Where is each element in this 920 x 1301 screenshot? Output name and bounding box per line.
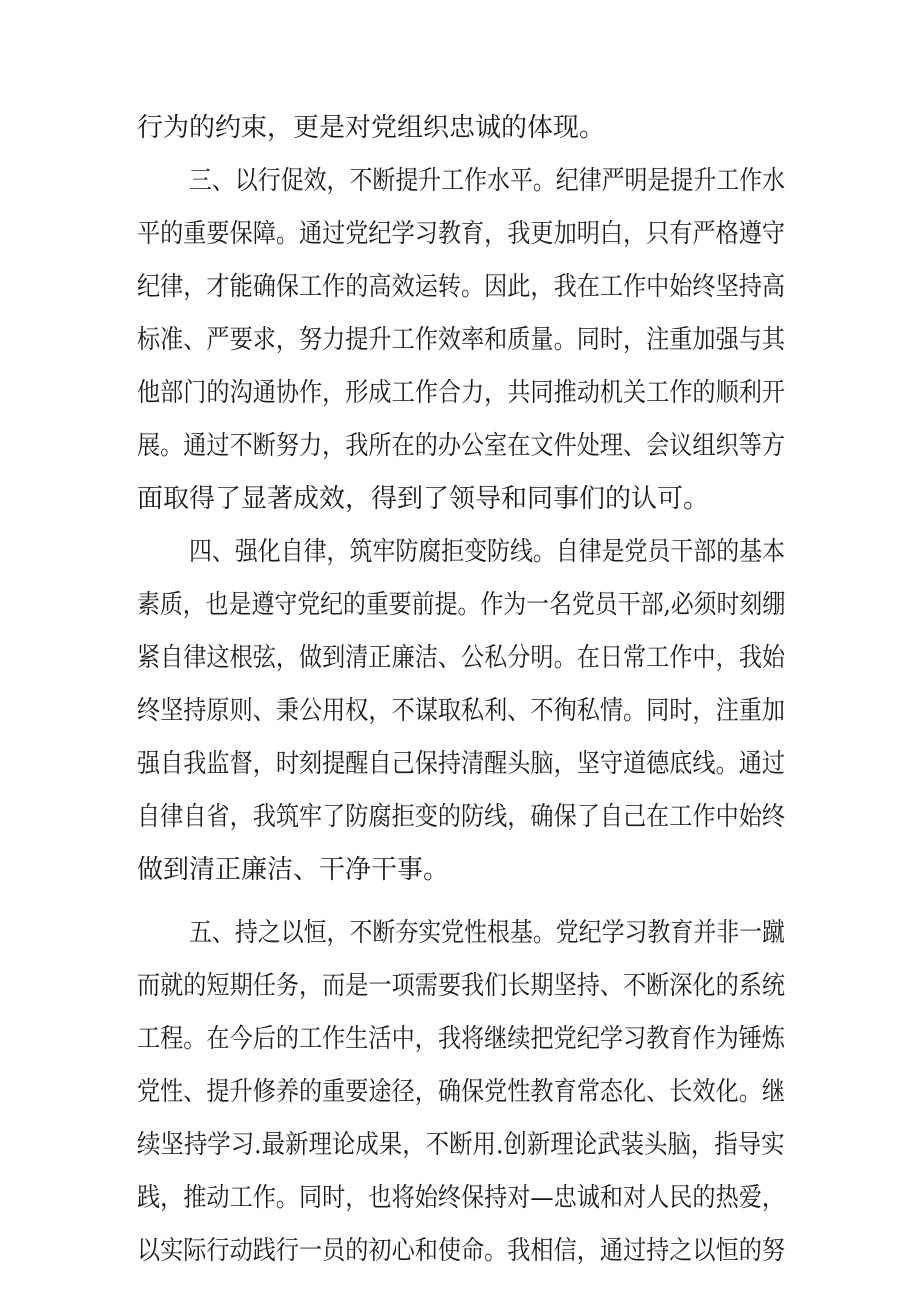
line-text: 标准、严要求，努力提升工作效率和质量。同时，注重加强与其 (137, 325, 786, 355)
line-text: 素质，也是遵守党纪的重要前提。作为一名党员干部,必须时刻绷 (137, 590, 786, 620)
text-line (0, 369, 920, 417)
text-line (0, 1068, 920, 1116)
line-text: 做到清正廉洁、干净干事。 (137, 855, 450, 885)
line-text: 强自我监督，时刻提醒自己保持清醒头脑，坚守道德底线。通过 (137, 749, 786, 779)
text-line (0, 210, 920, 258)
text-line (0, 1227, 920, 1275)
text-line (0, 846, 920, 894)
line-text: 展。通过不断努力，我所在的办公室在文件处理、会议组织等方 (137, 431, 786, 461)
line-text: 工程。在今后的工作生活中，我将继续把党纪学习教育作为锤炼 (137, 1024, 786, 1054)
text-line (0, 634, 920, 682)
text-line (0, 793, 920, 841)
text-line (0, 316, 920, 364)
line-text: 紧自律这根弦，做到清正廉洁、公私分明。在日常工作中，我始 (137, 643, 786, 673)
line-text: 三、以行促效，不断提升工作水平。纪律严明是提升工作水 (189, 166, 786, 196)
line-text: 终坚持原则、秉公用权，不谋取私利、不徇私情。同时，注重加 (137, 696, 786, 726)
line-text: 五、持之以恒，不断夯实党性根基。党纪学习教育并非一蹴 (189, 918, 786, 948)
line-text: 面取得了显著成效，得到了领导和同事们的认可。 (137, 484, 710, 514)
line-text: 平的重要保障。通过党纪学习教育，我更加明白，只有严格遵守 (137, 219, 786, 249)
section-three-heading-line (0, 157, 920, 205)
line-text: 党性、提升修养的重要途径，确保党性教育常态化、长效化。继 (137, 1077, 786, 1107)
section-five-heading-line (0, 909, 920, 957)
text-line (0, 1121, 920, 1169)
text-line (0, 422, 920, 470)
line-text: 自律自省，我筑牢了防腐拒变的防线，确保了自己在工作中始终 (137, 802, 786, 832)
line-text: 而就的短期任务，而是一项需要我们长期坚持、不断深化的系统 (137, 971, 786, 1001)
line-text: 他部门的沟通协作，形成工作合力，共同推动机关工作的顺利开 (137, 378, 786, 408)
line-text: 续坚持学习.最新理论成果，不断用.创新理论武装头脑，指导实 (137, 1130, 785, 1160)
text-line (0, 104, 920, 152)
line-text: 践，推动工作。同时，也将始终保持对—忠诚和对人民的热爱， (137, 1183, 786, 1213)
text-line (0, 581, 920, 629)
line-text: 四、强化自律，筑牢防腐拒变防线。自律是党员干部的基本 (189, 537, 786, 567)
text-line (0, 962, 920, 1010)
text-line (0, 687, 920, 735)
text-line (0, 475, 920, 523)
text-line (0, 263, 920, 311)
text-line (0, 740, 920, 788)
line-text: 以实际行动践行一员的初心和使命。我相信，通过持之以恒的努 (137, 1236, 786, 1266)
section-four-heading-line (0, 528, 920, 576)
line-text: 纪律，才能确保工作的高效运转。因此，我在工作中始终坚持高 (137, 272, 786, 302)
line-text: 行为的约束，更是对党组织忠诚的体现。 (137, 113, 606, 143)
text-line (0, 1015, 920, 1063)
text-line (0, 1174, 920, 1222)
